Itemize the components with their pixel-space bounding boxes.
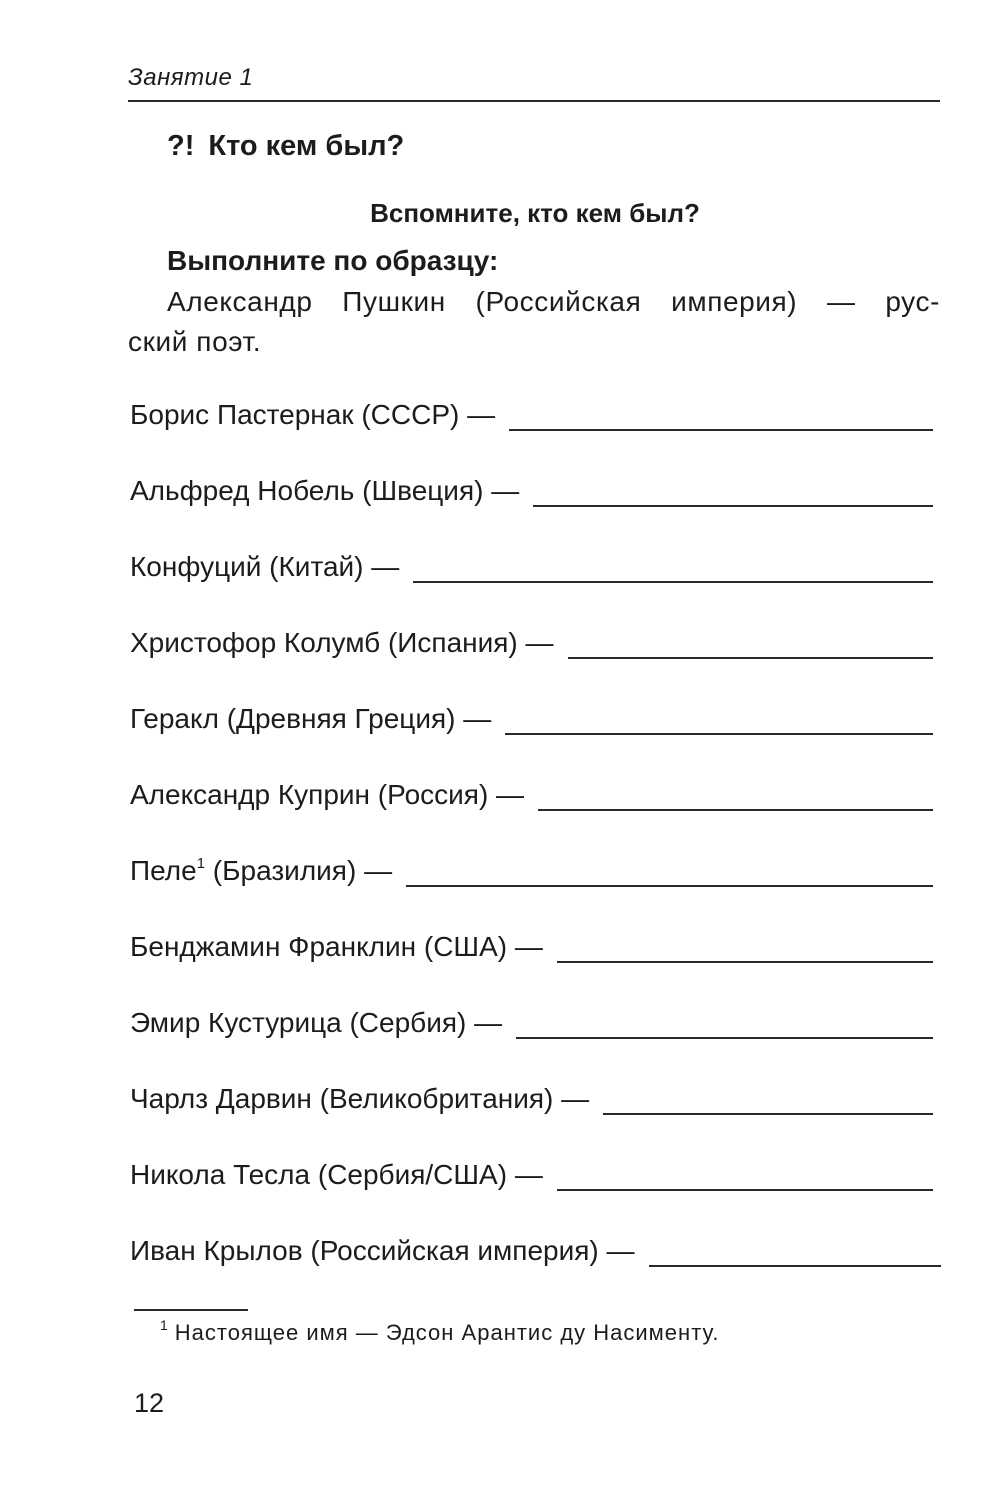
- task-mark: ?!: [167, 130, 195, 162]
- exercise-prompt: Никола Тесла (Сербия/США) —: [130, 1159, 543, 1190]
- example-line-1: Александр Пушкин (Российская империя) — рус-: [167, 286, 940, 317]
- exercise-item: [130, 1079, 933, 1155]
- exercise-prompt: Христофор Колумб (Испания) —: [130, 627, 554, 658]
- exercise-prompt: Конфуций (Китай) —: [130, 551, 400, 582]
- footnote-mark: 1: [160, 1317, 169, 1333]
- exercise-item: [130, 699, 933, 775]
- exercise-prompt-name: Пеле: [130, 855, 197, 886]
- exercise-prompt: Чарлз Дарвин (Великобритания) —: [130, 1083, 590, 1114]
- exercise-item: [130, 927, 933, 1003]
- footnote: [160, 1317, 720, 1346]
- exercise-item: [130, 1155, 933, 1231]
- footnote-reference: 1: [196, 855, 206, 872]
- example-line-2: ский поэт.: [128, 326, 262, 357]
- task-subtitle: Вспомните, кто кем был?: [370, 198, 700, 228]
- exercise-item: [130, 623, 933, 699]
- answer-field[interactable]: [533, 473, 933, 507]
- exercise-prompt: Александр Куприн (Россия) —: [130, 779, 525, 810]
- answer-field[interactable]: [509, 397, 933, 431]
- footnote-divider: [134, 1309, 248, 1311]
- exercise-prompt-country: (Бразилия) —: [205, 855, 393, 886]
- exercise-prompt: Борис Пастернак (СССР) —: [130, 399, 496, 430]
- exercise-list: [130, 395, 933, 1307]
- example-sentence: [128, 282, 940, 362]
- exercise-prompt: Геракл (Древняя Греция) —: [130, 703, 492, 734]
- answer-field[interactable]: [557, 929, 933, 963]
- exercise-item: [130, 851, 933, 927]
- lesson-header: Занятие 1: [128, 64, 254, 91]
- exercise-prompt: Альфред Нобель (Швеция) —: [130, 475, 520, 506]
- exercise-item: [130, 395, 933, 471]
- answer-field[interactable]: [413, 549, 933, 583]
- answer-field[interactable]: [557, 1157, 933, 1191]
- answer-field[interactable]: [406, 853, 933, 887]
- exercise-prompt: Эмир Кустурица (Сербия) —: [130, 1007, 503, 1038]
- page-number: 12: [134, 1388, 165, 1418]
- exercise-item: [130, 1231, 933, 1307]
- answer-field[interactable]: [603, 1081, 933, 1115]
- exercise-prompt: Бенджамин Франклин (США) —: [130, 931, 543, 962]
- answer-field[interactable]: [516, 1005, 933, 1039]
- task-heading: [167, 130, 404, 163]
- answer-field[interactable]: [568, 625, 933, 659]
- exercise-prompt: [130, 851, 406, 891]
- footnote-text: Настоящее имя — Эдсон Арантис ду Насименту.: [174, 1320, 720, 1345]
- task-instruction: Выполните по образцу:: [167, 245, 499, 276]
- task-title: Кто кем был?: [208, 130, 405, 162]
- answer-field[interactable]: [538, 777, 933, 811]
- exercise-item: [130, 775, 933, 851]
- exercise-item: [130, 471, 933, 547]
- answer-field[interactable]: [649, 1233, 941, 1267]
- exercise-prompt: Иван Крылов (Российская империя) —: [130, 1235, 635, 1266]
- exercise-item: [130, 547, 933, 623]
- exercise-item: [130, 1003, 933, 1079]
- header-divider: [128, 100, 940, 102]
- answer-field[interactable]: [505, 701, 933, 735]
